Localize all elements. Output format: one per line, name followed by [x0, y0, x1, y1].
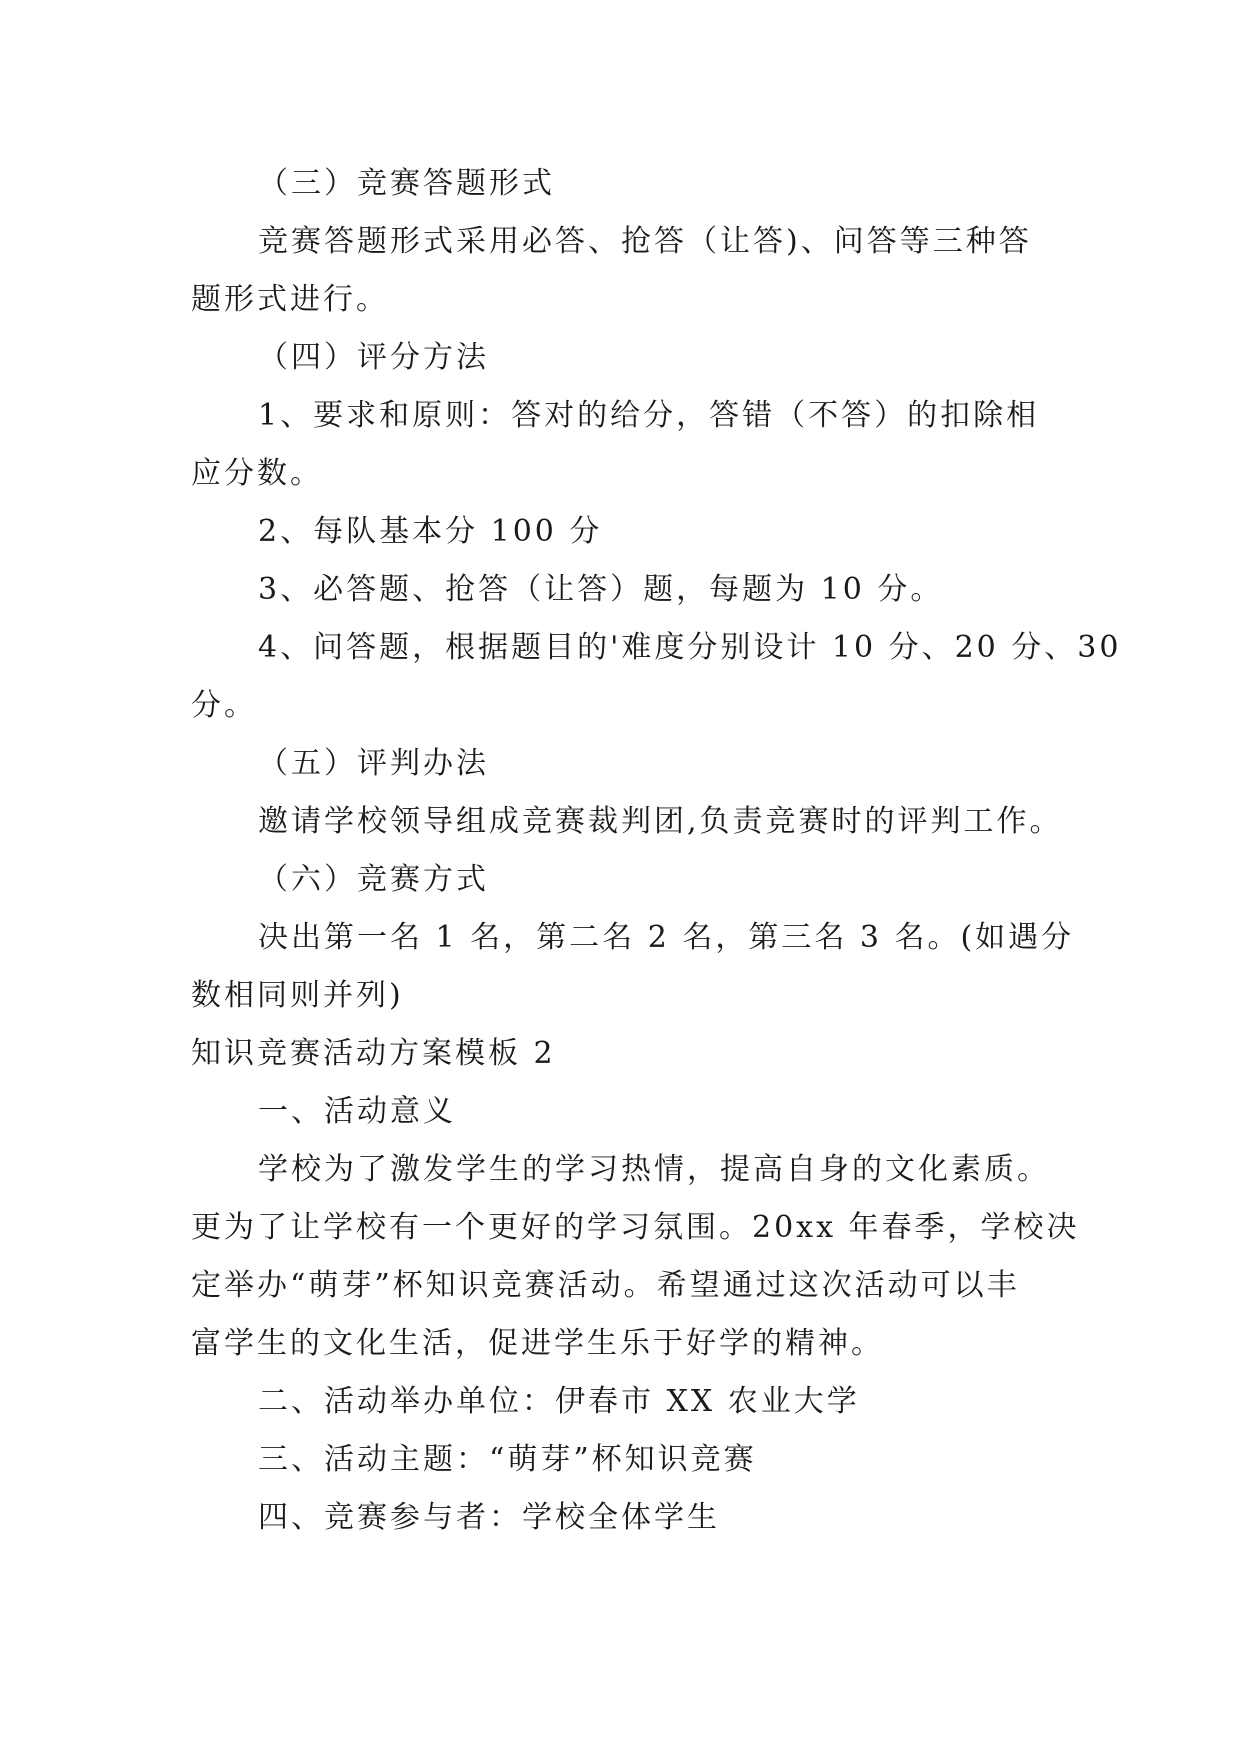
section-heading-activity-meaning: 一、活动意义 — [258, 1094, 456, 1129]
section-heading-judging-method: （五）评判办法 — [258, 746, 489, 781]
paragraph-line: 富学生的文化生活，促进学生乐于好学的精神。 — [191, 1326, 884, 1361]
section-heading-organizer: 二、活动举办单位：伊春市 XX 农业大学 — [258, 1384, 860, 1419]
paragraph-line: 学校为了激发学生的学习热情，提高自身的文化素质。 — [258, 1152, 1050, 1187]
section-heading-participants: 四、竞赛参与者：学校全体学生 — [258, 1500, 720, 1535]
paragraph-line: 竞赛答题形式采用必答、抢答（让答)、问答等三种答 — [258, 224, 1032, 259]
paragraph-line: 应分数。 — [191, 456, 323, 491]
paragraph-line: 邀请学校领导组成竞赛裁判团,负责竞赛时的评判工作。 — [258, 804, 1063, 839]
document-title: 知识竞赛活动方案模板 2 — [191, 1036, 556, 1071]
paragraph-line: 分。 — [191, 688, 257, 723]
paragraph-line: 数相同则并列) — [191, 978, 404, 1013]
paragraph-line: 4、问答题，根据题目的'难度分别设计 10 分、20 分、30 — [258, 630, 1122, 665]
section-heading-theme: 三、活动主题：“萌芽”杯知识竞赛 — [258, 1442, 757, 1477]
paragraph-line: 更为了让学校有一个更好的学习氛围。20xx 年春季，学校决 — [191, 1210, 1080, 1245]
paragraph-line: 题形式进行。 — [191, 282, 389, 317]
paragraph-line: 定举办“萌芽”杯知识竞赛活动。希望通过这次活动可以丰 — [191, 1268, 1020, 1303]
paragraph-line: 1、要求和原则：答对的给分，答错（不答）的扣除相 — [258, 398, 1040, 433]
paragraph-line: 2、每队基本分 100 分 — [258, 514, 603, 549]
section-heading-competition-format: （六）竞赛方式 — [258, 862, 489, 897]
paragraph-line: 3、必答题、抢答（让答）题，每题为 10 分。 — [258, 572, 944, 607]
paragraph-line: 决出第一名 1 名，第二名 2 名，第三名 3 名。(如遇分 — [258, 920, 1075, 955]
section-heading-answer-format: （三）竞赛答题形式 — [258, 166, 555, 201]
section-heading-scoring-method: （四）评分方法 — [258, 340, 489, 375]
